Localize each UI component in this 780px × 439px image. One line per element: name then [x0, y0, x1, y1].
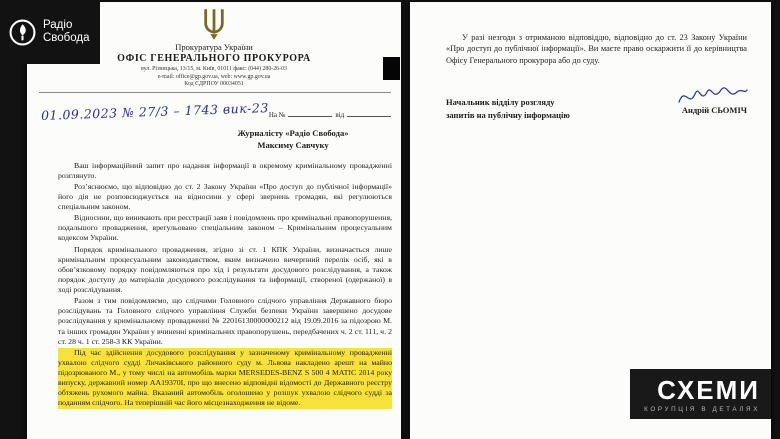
body-paragraph: Порядок кримінального провадження, згідно зі ст. 1 КПК України, визначається лише кримінальним процесуальним законодавством, яким визначено вичерпний перелік осіб, які в обов’язковому порядку повідомляються про хід і результати досудового розслідування, а також порядок доступу до матеріалів досудового розслідування та інформації, створеної (одержаної) в ході розслідування.: [58, 244, 392, 295]
signer-title-line2: запитів на публічну інформацію: [446, 109, 570, 120]
letter-body: [27, 152, 401, 409]
addressee-line1: Журналісту «Радіо Свобода»: [237, 127, 349, 138]
addressee-block: [205, 127, 381, 152]
radio-svoboda-icon: [9, 19, 36, 46]
reply-ref-line: [269, 109, 394, 119]
highlighted-paragraph: Під час здійснення досудового розслідування у зазначеному кримінальному провадженні ухвалою слідчого судді Личаківського районного суду м. Львова накладено арешт на майно підозрюваного М., у тому числі на автомобіль марки MERSEDES-BENZ S 500 4 MATIC 2014 року випуску, державний номер АА19370І, про що внесено відповідні відомості до Державного реєстру обтяжень рухомого майна. Вказаний автомобіль оголошено у розшук ухвалою слідчого судді за поданням слідчого. На теперішній час його місцезнаходження не відоме.: [58, 347, 392, 408]
addressee-line2: Максиму Савчуку: [257, 140, 329, 151]
black-stamp-box: [383, 57, 400, 80]
handwritten-ref-number: 01.09.2023 № 27/3 – 1743 вик-23: [40, 99, 270, 123]
skhemy-logo: [630, 369, 772, 419]
skhemy-wordmark: СХЕМИ: [657, 375, 760, 405]
body-paragraph: Ваш інформаційний запит про надання інформації в окремому кримінальному провадженні розглянуто.: [58, 160, 392, 180]
signer-title: [446, 96, 570, 121]
body-paragraph: Роз’яснюємо, що відповідно до ст. 2 Закону України «Про доступ до публічної інформації» його дія не розповсюджується на відносини у сфері звернень громадян, які регулюються спеціальним законом.: [58, 181, 392, 212]
body-paragraph: Відносини, що виникають при реєстрації заяв і повідомлень про кримінальні правопорушення, подальшого провадження, врегульовано спеціальним законом – Кримінальним процесуальним кодексом України.: [58, 213, 392, 243]
na-no-label: На №: [268, 110, 286, 119]
body-paragraph: Разом з тим повідомляємо, що слідчими Головного слідчого управління Державного бюро розслідувань та Головного слідчого управління Служби безпеки України завершено досудове розслідування у кримінальному провадженні № 22016130000000212 від 19.09.2016 за підозрою М. та інших громадян України у вчиненні кримінальних правопорушень, передбачених ч. 2 ст. 111, ч. 2 ст. 28 ч. 1 ст. 258-3 КК України.: [58, 296, 392, 346]
org-name-small: Прокуратура України: [175, 42, 253, 52]
radio-svoboda-wordmark: Радіо Свобода: [43, 19, 90, 44]
handwritten-signature-icon: [675, 82, 749, 110]
vid-label: від: [335, 110, 345, 119]
radio-svoboda-logo: [0, 0, 100, 64]
org-name-main: ОФІС ГЕНЕРАЛЬНОГО ПРОКУРОРА: [117, 53, 311, 64]
skhemy-tagline: КОРУПЦІЯ В ДЕТАЛЯХ: [644, 406, 760, 413]
letter-page-1: [27, 2, 401, 439]
ukraine-trident-emblem-icon: [202, 7, 226, 41]
body-paragraph: У разі незгоди з отриманою відповіддю, відповідно до ст. 23 Закону України «Про доступ до публічної інформації». Ви маєте право оскаржити її до керівництва Офісу Генерального прокурора або до суду.: [446, 33, 747, 65]
signer-name: Андрій СЬОМІЧ: [682, 104, 747, 116]
signature-block: [410, 66, 771, 121]
ref-date-blank: [347, 109, 391, 117]
org-address-line2: e-mail: office@gp.gov.ua, web: www.gp.gov.ua: [157, 73, 271, 80]
ref-number-blank: [288, 109, 332, 117]
signer-title-line1: Начальник відділу розгляду: [446, 97, 555, 108]
org-address-line1: вул. Різницька, 13/15, м. Київ, 01011 факс: (044) 280-26-03: [141, 66, 287, 72]
org-address-line3: Код ЄДРПОУ 00034051: [184, 81, 244, 88]
